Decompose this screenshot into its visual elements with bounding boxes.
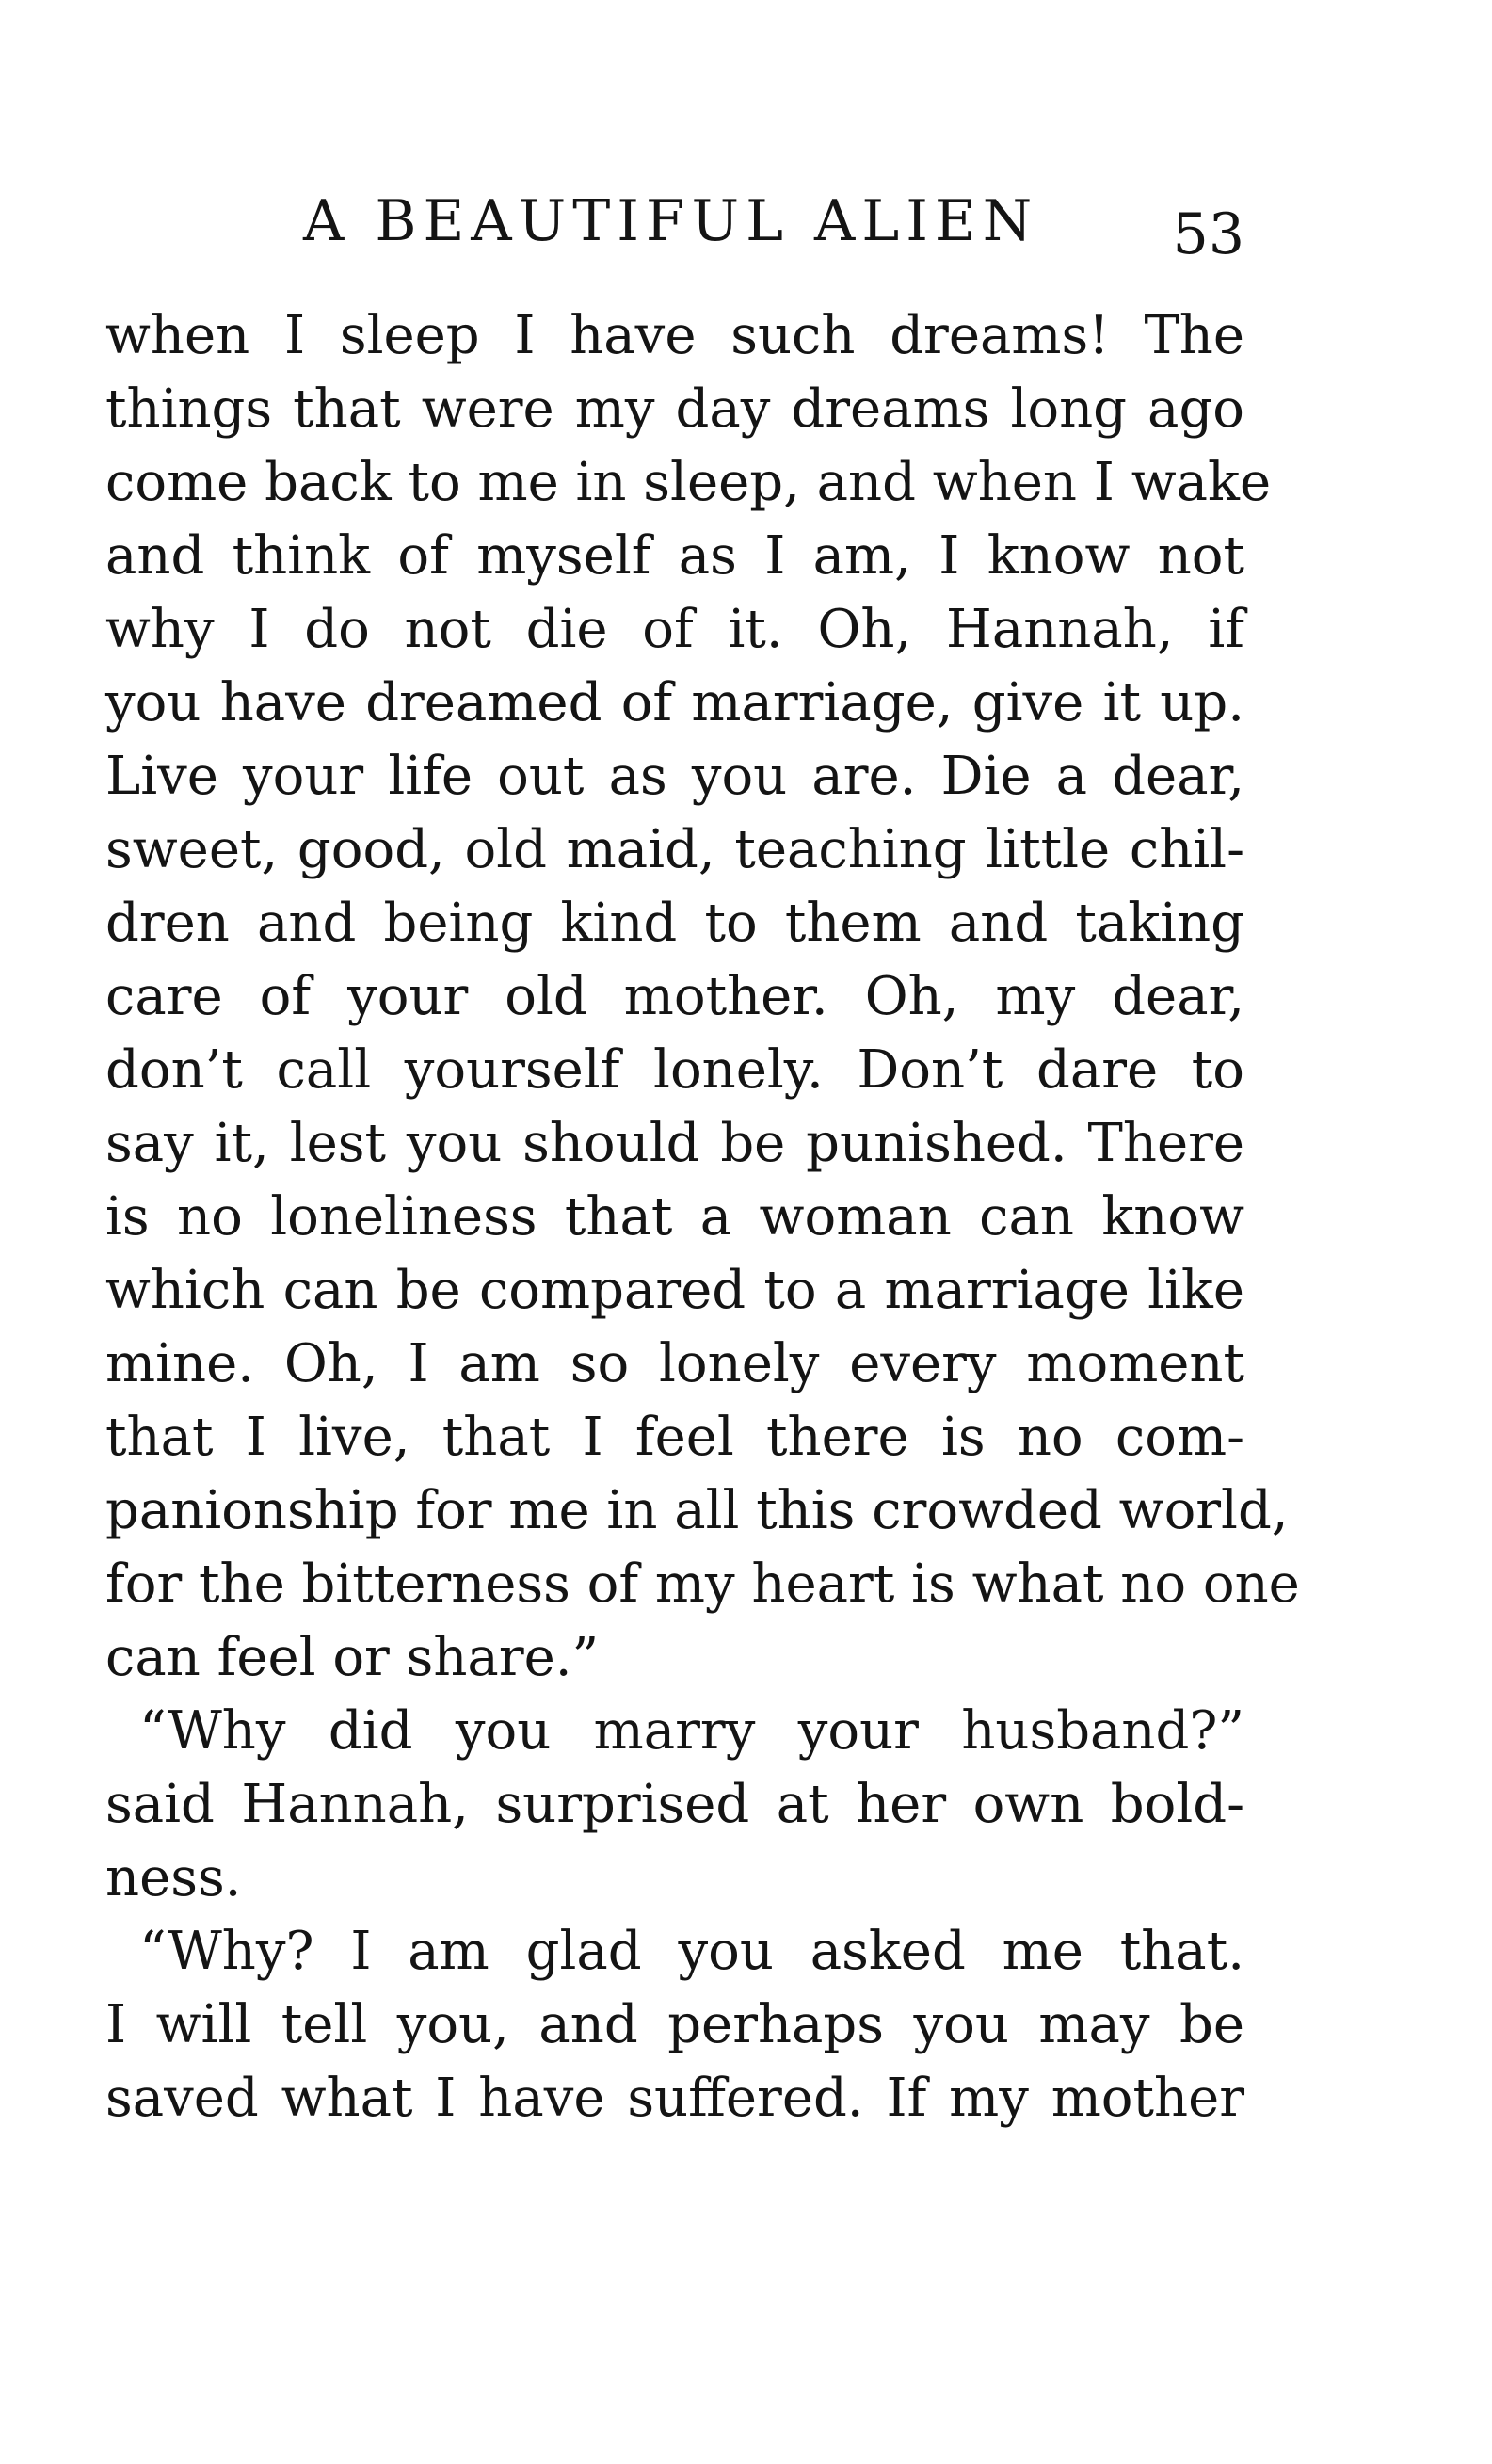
text-line: come back to me in sleep, and when I wake — [105, 452, 1272, 513]
text-line: for the bitterness of my heart is what no one — [105, 1554, 1300, 1615]
text-line: mine. Oh, I am so lonely every moment — [105, 1333, 1244, 1394]
running-title: A BEAUTIFUL ALIEN — [303, 188, 1039, 254]
text-line: can feel or share.” — [105, 1627, 600, 1688]
body-text — [105, 299, 1300, 2135]
text-line: which can be compared to a marriage like — [105, 1260, 1244, 1321]
text-line: and think of myself as I am, I know not — [105, 525, 1244, 587]
text-line: “Why did you marry your husband?” — [139, 1700, 1244, 1762]
text-line: I will tell you, and perhaps you may be — [105, 1994, 1244, 2055]
text-line: that I live, that I feel there is no com- — [105, 1407, 1244, 1468]
text-line: when I sleep I have such dreams! The — [105, 305, 1244, 366]
text-line: ness. — [105, 1847, 242, 1908]
text-line: care of your old mother. Oh, my dear, — [105, 966, 1244, 1027]
text-line: don’t call yourself lonely. Don’t dare to — [105, 1039, 1244, 1101]
text-line: you have dreamed of marriage, give it up. — [105, 672, 1244, 733]
text-line: panionship for me in all this crowded world, — [105, 1480, 1289, 1541]
text-line: things that were my day dreams long ago — [105, 378, 1244, 440]
text-line: dren and being kind to them and taking — [105, 893, 1244, 954]
text-line: sweet, good, old maid, teaching little chil- — [105, 819, 1244, 880]
text-line: said Hannah, surprised at her own bold- — [105, 1774, 1244, 1835]
text-line: saved what I have suffered. If my mother — [105, 2068, 1244, 2129]
running-head — [105, 188, 1244, 273]
text-line: Live your life out as you are. Die a dear, — [105, 746, 1244, 807]
text-line: “Why? I am glad you asked me that. — [139, 1921, 1244, 1982]
text-line: say it, lest you should be punished. There — [105, 1113, 1244, 1174]
page-number: 53 — [1172, 201, 1244, 267]
text-line: is no loneliness that a woman can know — [105, 1186, 1244, 1248]
text-line: why I do not die of it. Oh, Hannah, if — [105, 599, 1244, 660]
